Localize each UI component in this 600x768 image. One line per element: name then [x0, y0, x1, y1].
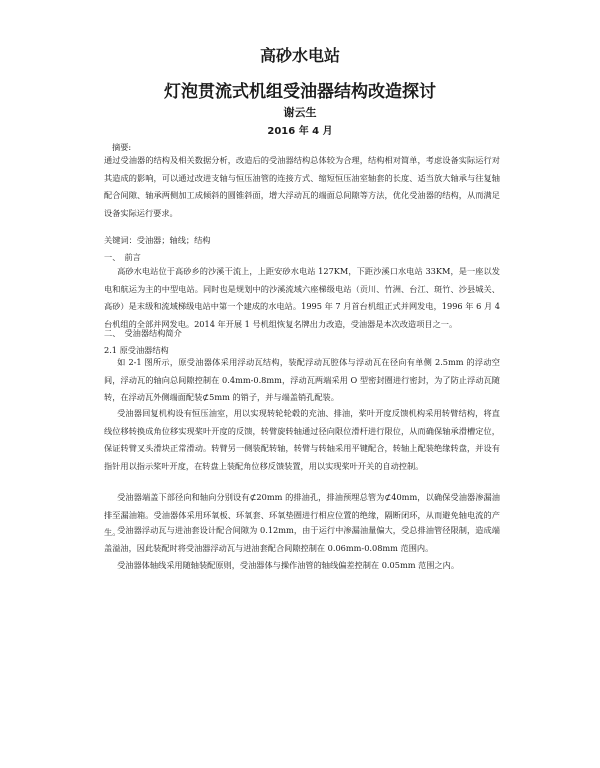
keywords: 关键词：受油器；轴线；结构 [104, 235, 211, 245]
station-name: 高砂水电站 [259, 46, 340, 65]
author-name: 谢云生 [283, 106, 317, 119]
section-1-heading: 一、 前言 [104, 252, 141, 262]
paragraph-original-structure: 如 2-1 图所示，原受油器体采用浮动瓦结构，装配浮动瓦腔体与浮动瓦在径向有单侧 2.5mm 的浮动空间，浮动瓦的轴向总间隙控制在 0.4mm-0.8mm，浮动瓦两端采用 O 型密封圈进行密封，为了防止浮动瓦随转，在浮动瓦外侧端面配装⊄5mm 的销子，并与端盖销孔配装。 [104, 357, 500, 403]
subsection-2-1-heading: 2.1 原受油器结构 [104, 345, 169, 355]
paragraph-axis-alignment: 受油器体轴线采用随轴装配原则，受油器体与操作油管的轴线偏差控制在 0.05mm 范围之内。 [117, 560, 460, 570]
paragraph-clearance: 受油器浮动瓦与进油套设计配合间隙为 0.12mm，由于运行中渗漏油量偏大，受总排油管径限制，造成端盖溢油，因此装配时将受油器浮动瓦与进油套配合间隙控制在 0.06mm-0.08mm 范围内。 [104, 525, 500, 553]
publication-date: 2016 年 4 月 [267, 126, 333, 137]
paragraph-restore-mechanism: 受油器回复机构设有恒压油室，用以实现转轮轮毂的充油、排油，桨叶开度反馈机构采用转臂结构，将直线位移转换成角位移实现桨叶开度的反馈，转臂旋转轴通过径向限位滑杆进行限位，从而确保轴承滑槽定位，保证转臂叉头滑块正常滑动。转臂另一侧装配转轴，转臂与转轴采用平键配合，转轴上配装绝缘转盘，并设有指针用以指示桨叶开度，在转盘上装配角位移反馈装置，用以实现桨叶开关的自动控制。 [104, 408, 500, 471]
paper-title: 灯泡贯流式机组受油器结构改造探讨 [164, 82, 436, 102]
section-2-heading: 二、 受油器结构简介 [104, 328, 182, 338]
paragraph-drain-insulation: 受油器端盖下部径向和轴向分别设有⊄20mm 的排油孔，排油预埋总管为⊄40mm，以确保受油器渗漏油排至漏油箱。受油器体采用环氧板、环氧套、环氧垫圈进行相应位置的绝缘，隔断闭环，从而避免轴电流的产生。 [104, 492, 500, 538]
section-1-paragraph: 高砂水电站位于高砂乡的沙溪干流上，上距安砂水电站 127KM，下距沙溪口水电站 33KM，是一座以发电和航运为主的中型电站。同时也是规划中的沙溪流域六座梯级电站（贡川、竹洲、台江、斑竹、沙县城关、高砂）是末级和流域梯级电站中第一个建成的水电站。1995 年 7 月首台机组正式并网发电，1996 年 6 月 4 台机组的全部并网发电。2014 年开展 1 号机组恢复名牌出力改造，受油器是本次改造项目之一。 [104, 266, 500, 329]
abstract-text: 通过受油器的结构及相关数据分析，改造后的受油器结构总体较为合理，结构相对简单，考虑设备实际运行对其造成的影响，可以通过改进支轴与恒压油管的连接方式、缩短恒压油室轴套的长度、适当放大轴承与往复轴配合间隙、轴承两侧加工成倾斜的圆锥斜面，增大浮动瓦的端面总间隙等方法，优化受油器的结构，从而满足设备实际运行要求。 [104, 155, 500, 218]
abstract-label: 摘要: [112, 142, 132, 152]
